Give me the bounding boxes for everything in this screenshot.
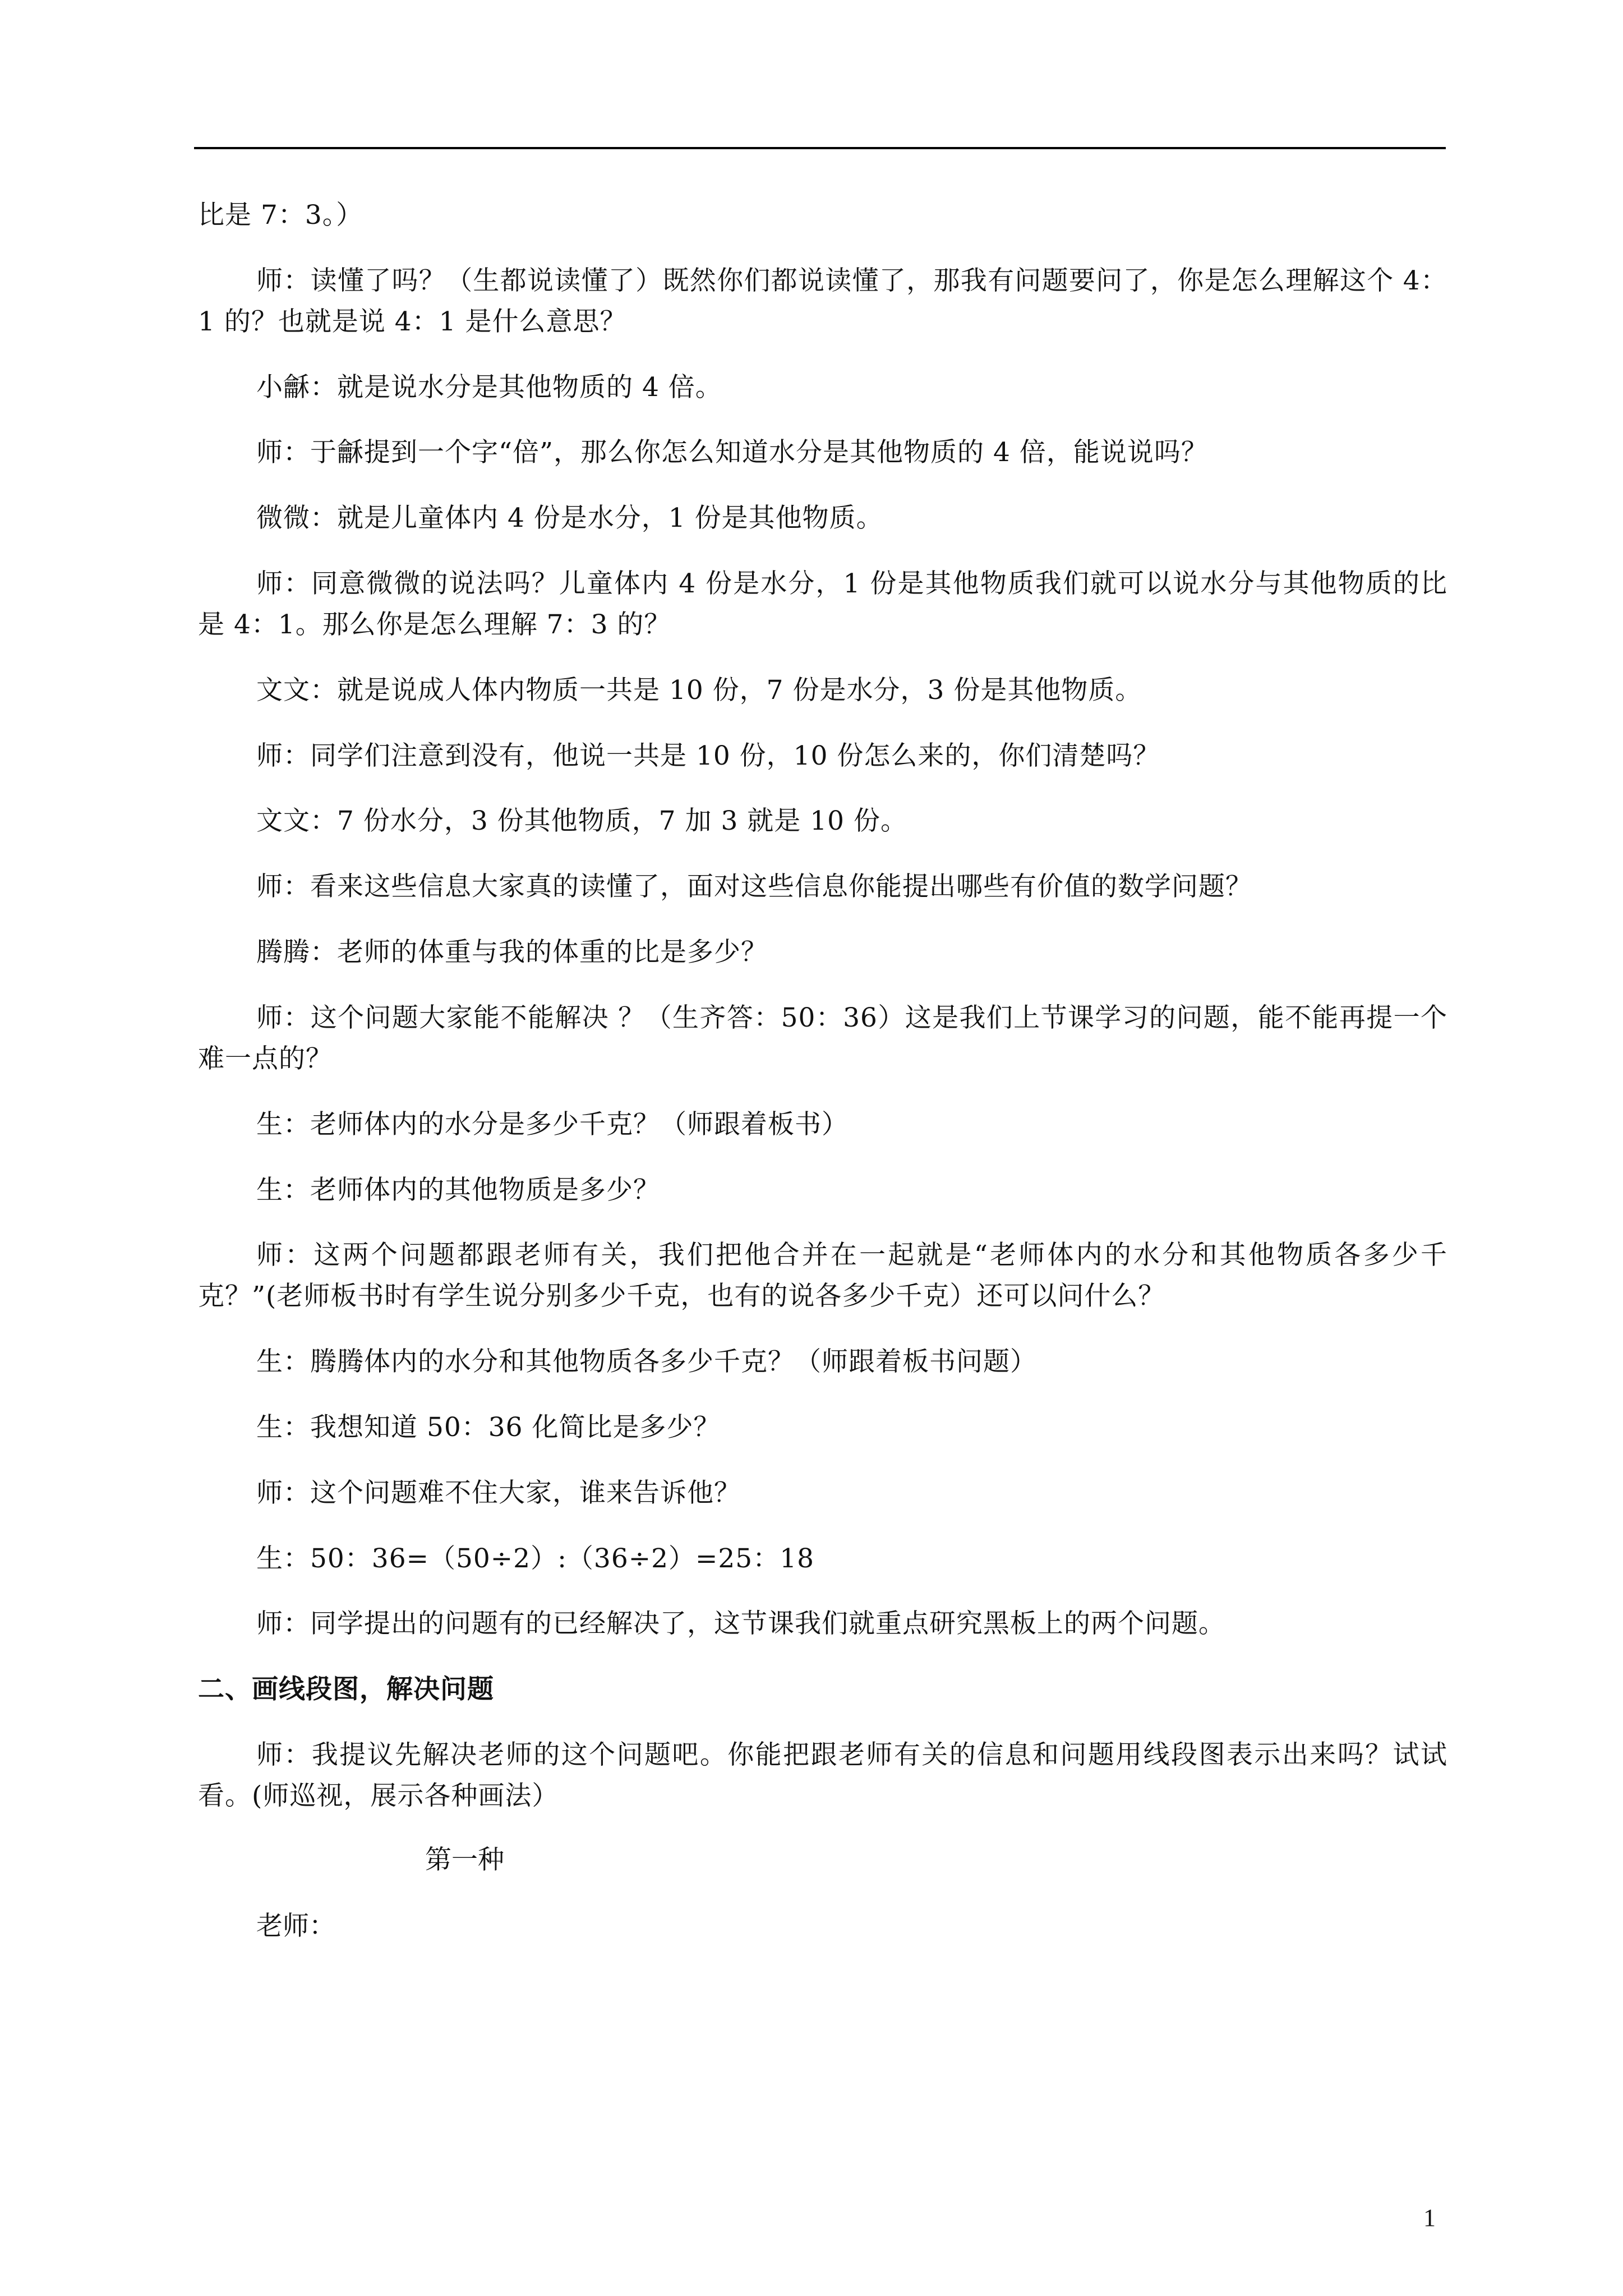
paragraph: 腾腾：老师的体重与我的体重的比是多少？	[256, 937, 768, 968]
diagram-title: 第一种	[425, 1844, 504, 1875]
paragraph: 师：这个问题难不住大家，谁来告诉他？	[256, 1477, 741, 1508]
paragraph: 师：同学提出的问题有的已经解决了，这节课我们就重点研究黑板上的两个问题。	[256, 1608, 1225, 1640]
paragraph: 师：这个问题大家能不能解决 ？（生齐答：50：36）这是我们上节课学习的问题，能不能再提一个难一点的？	[198, 1002, 1447, 1074]
section-heading: 二、画线段图，解决问题	[198, 1674, 494, 1705]
paragraph: 生：我想知道 50：36 化简比是多少？	[256, 1411, 721, 1443]
header-rule	[194, 147, 1446, 149]
paragraph: 生：老师体内的水分是多少千克？（师跟着板书）	[256, 1108, 849, 1140]
paragraph: 师：读懂了吗？（生都说读懂了）既然你们都说读懂了，那我有问题要问了，你是怎么理解这个 4：1 的？也就是说 4：1 是什么意思？	[198, 265, 1447, 337]
paragraph: 文文：7 份水分，3 份其他物质，7 加 3 就是 10 份。	[256, 806, 907, 837]
page-number: 1	[1423, 2204, 1436, 2231]
paragraph: 生：老师体内的其他物质是多少？	[256, 1174, 660, 1205]
line-segment-diagram	[198, 1839, 871, 2074]
paragraph: 文文：就是说成人体内物质一共是 10 份，7 份是水分，3 份是其他物质。	[256, 674, 1142, 706]
paragraph: 师：于龢提到一个字“倍”，那么你怎么知道水分是其他物质的 4 倍，能说说吗？	[256, 437, 1208, 468]
paragraph: 微微：就是儿童体内 4 份是水分，1 份是其他物质。	[256, 503, 883, 534]
paragraph: 生：腾腾体内的水分和其他物质各多少千克？（师跟着板书问题）	[256, 1346, 1037, 1378]
paragraph: 生：50：36=（50÷2）:（36÷2）=25：18	[256, 1543, 814, 1574]
diagram-label-teacher: 老师：	[256, 1911, 335, 1941]
paragraph: 小龢：就是说水分是其他物质的 4 倍。	[256, 371, 722, 403]
paragraph: 师：我提议先解决老师的这个问题吧。你能把跟老师有关的信息和问题用线段图表示出来吗？试试看。(师巡视，展示各种画法）	[198, 1740, 1447, 1811]
paragraph: 比是 7：3。）	[198, 200, 363, 231]
paragraph: 师：同意微微的说法吗？儿童体内 4 份是水分，1 份是其他物质我们就可以说水分与其他物质的比是 4：1。那么你是怎么理解 7：3 的？	[198, 568, 1447, 640]
document-body	[198, 195, 1447, 1817]
paragraph: 师：看来这些信息大家真的读懂了，面对这些信息你能提出哪些有价值的数学问题？	[256, 871, 1252, 903]
paragraph: 师：这两个问题都跟老师有关，我们把他合并在一起就是“老师体内的水分和其他物质各多少千克？”(老师板书时有学生说分别多少千克，也有的说各多少千克）还可以问什么？	[198, 1240, 1447, 1312]
paragraph: 师：同学们注意到没有，他说一共是 10 份，10 份怎么来的，你们清楚吗？	[256, 740, 1160, 771]
